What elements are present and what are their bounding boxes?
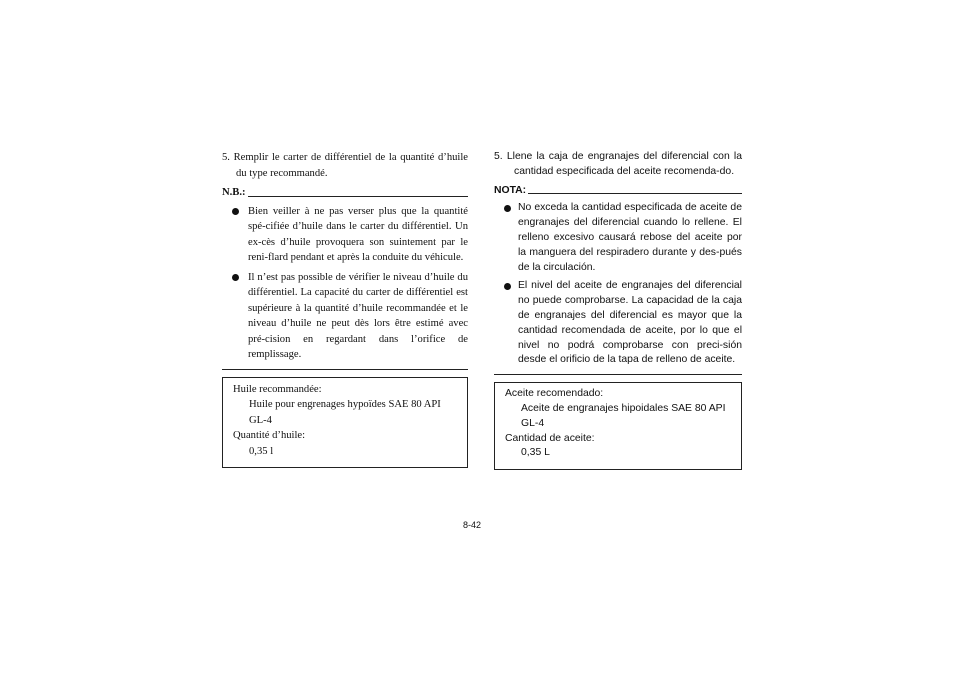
step-5-text: 5. Llene la caja de engranajes del diferencial con la cantidad especificada del aceite recomenda-do. [494, 151, 742, 177]
note-label: N.B.: [222, 187, 246, 198]
note-end-rule [494, 374, 742, 375]
quantity-value: 0,35 l [249, 445, 274, 457]
quantity-value: 0,35 L [521, 447, 550, 459]
bullet-icon [232, 274, 239, 281]
oil-value: Aceite de engranajes hipoidales SAE 80 API GL-4 [521, 402, 726, 429]
oil-label: Aceite recomendado: [505, 388, 604, 400]
note-bullet-text: Il n’est pas possible de vérifier le niveau d’huile du différentiel. La capacité du carter de différentiel est supérieure à la quantité d’huile recommandée et le niveau d’huile ne peut dès lors être estimé avec pré-cision en regardant dans l’orifice de remplissage. [248, 271, 468, 360]
spec-box [494, 382, 742, 470]
note-bullet [494, 201, 742, 275]
note-bullet-text: No exceda la cantidad especificada de aceite de engranajes del diferencial cuando lo rellene. El relleno excesivo causará rebose del aceite por la manguera del respiradero durante y des-pués de la circulación. [518, 202, 742, 273]
note-header [494, 184, 742, 199]
spanish-column [494, 150, 742, 470]
bullet-icon [504, 283, 511, 290]
quantity-label: Quantité d’huile: [233, 430, 306, 441]
oil-label: Huile recommandée: [233, 383, 322, 395]
note-bullet [494, 279, 742, 368]
note-rule [528, 193, 742, 194]
page-number: 8-42 [463, 520, 482, 530]
french-column [222, 150, 468, 468]
note-bullet [222, 270, 468, 363]
spec-box [222, 377, 468, 469]
note-bullet-text: El nivel del aceite de engranajes del diferencial no puede comprobarse. La capacidad de la caja de engranajes del diferencial es mayor que la cantidad recomendada de aceite, por lo que el nivel no podrá comprobarse con preci-sión desde el orificio de la tapa de relleno de aceite. [518, 280, 742, 366]
note-rule [248, 196, 468, 197]
oil-value: Huile pour engrenages hypoïdes SAE 80 API GL-4 [249, 399, 441, 426]
bullet-icon [504, 205, 511, 212]
note-end-rule [222, 369, 468, 370]
note-bullet [222, 204, 468, 266]
note-label: NOTA: [494, 184, 527, 196]
bullet-icon [232, 208, 239, 215]
quantity-label: Cantidad de aceite: [505, 432, 595, 444]
note-header [222, 185, 468, 201]
note-bullet-text: Bien veiller à ne pas verser plus que la quantité spé-cifiée d’huile dans le carter du différentiel. Un ex-cès d’huile provoquera son suintement par le reni-flard pendant et après la conduite du véhicule. [248, 205, 468, 263]
step-5-text: 5. Remplir le carter de différentiel de la quantité d’huile du type recommandé. [222, 152, 468, 179]
